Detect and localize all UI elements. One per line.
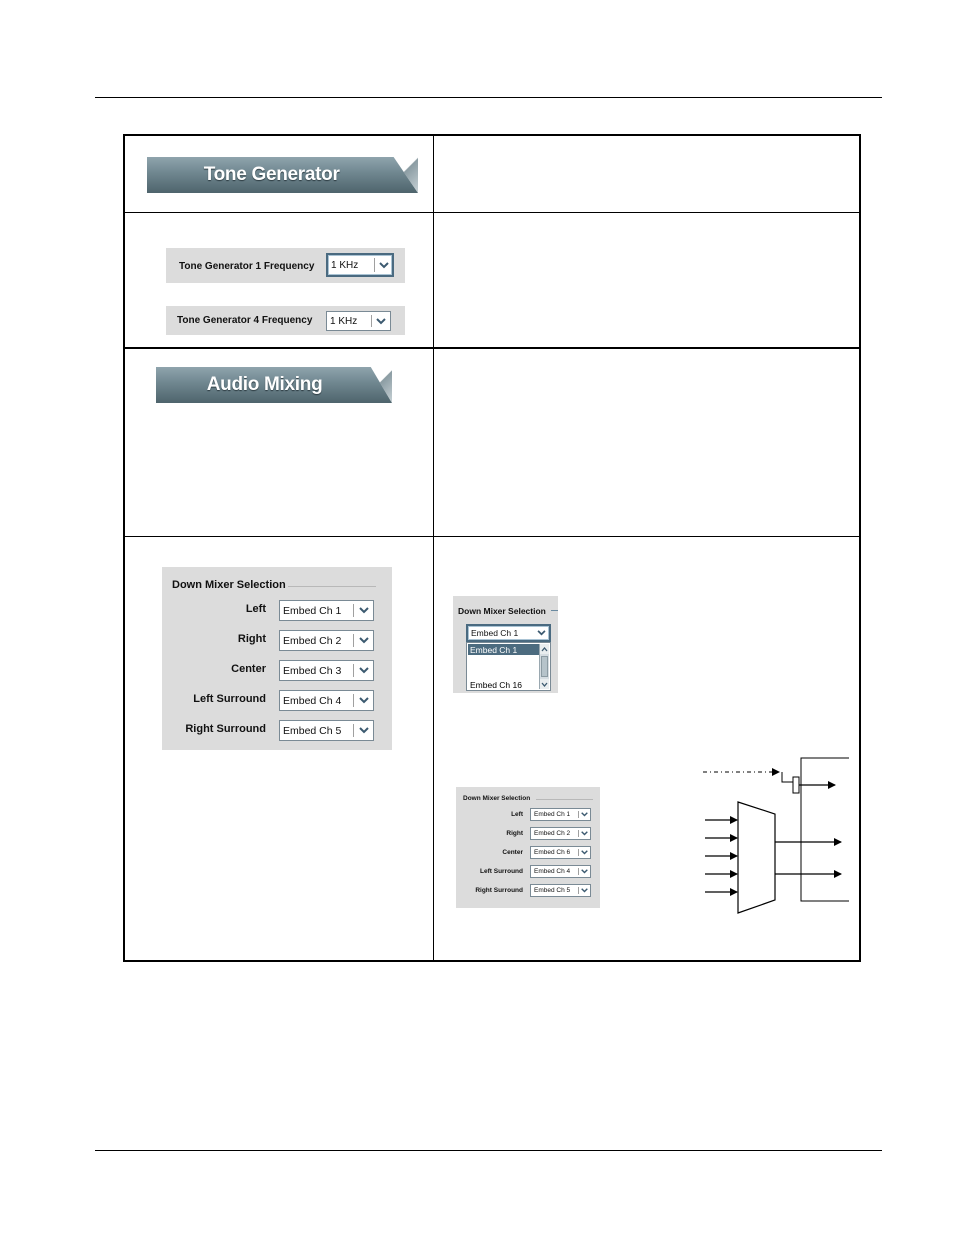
chevron-down-icon: [534, 626, 549, 640]
tone-generator-header: Tone Generator: [147, 157, 418, 193]
small-mixer-title: Down Mixer Selection: [463, 795, 531, 802]
tone-generator-4-label: Tone Generator 4 Frequency: [177, 315, 313, 326]
down-mixer-right-select[interactable]: Embed Ch 2: [279, 630, 374, 651]
chevron-down-icon: [355, 661, 373, 680]
down-mixer-right-surround-select[interactable]: Embed Ch 5: [279, 720, 374, 741]
row-divider: [125, 212, 859, 213]
down-mixer-left-surround-label: Left Surround: [193, 693, 266, 705]
page-footer-rule: [95, 1150, 882, 1151]
down-mixer-right-surround-label: Right Surround: [185, 723, 266, 735]
chevron-down-icon: [579, 847, 590, 858]
small-mixer-left-surround-select[interactable]: Embed Ch 4: [530, 865, 591, 878]
down-mixer-title: Down Mixer Selection: [172, 579, 286, 591]
down-mixer-left-select[interactable]: Embed Ch 1: [279, 600, 374, 621]
small-mixer-left-label: Left: [511, 811, 523, 818]
scrollbar[interactable]: [539, 644, 549, 689]
small-mixer-center-select[interactable]: Embed Ch 6: [530, 846, 591, 859]
chevron-down-icon: [355, 721, 373, 740]
tone-generator-1-label: Tone Generator 1 Frequency: [179, 261, 315, 272]
chevron-down-icon: [355, 601, 373, 620]
chevron-down-icon: [355, 631, 373, 650]
chevron-down-icon: [579, 885, 590, 896]
small-mixer-right-label: Right: [506, 830, 523, 837]
tone-generator-1-select[interactable]: 1 KHz: [326, 253, 394, 277]
column-divider: [433, 136, 434, 960]
small-mixer-panel: [456, 787, 600, 908]
chevron-down-icon: [376, 255, 392, 275]
dropdown-example-select[interactable]: Embed Ch 1: [466, 624, 551, 642]
scroll-up-icon[interactable]: [540, 644, 549, 654]
row-divider: [125, 347, 859, 349]
down-mixer-diagram: [695, 752, 855, 917]
down-mixer-center-select[interactable]: Embed Ch 3: [279, 660, 374, 681]
small-mixer-center-label: Center: [502, 849, 523, 856]
dropdown-example-list[interactable]: [466, 642, 551, 691]
dropdown-example-title: Down Mixer Selection: [458, 606, 546, 616]
small-mixer-left-select[interactable]: Embed Ch 1: [530, 808, 591, 821]
chevron-down-icon: [373, 312, 389, 330]
page-header-rule: [95, 97, 882, 98]
down-mixer-left-label: Left: [245, 603, 266, 615]
tone-generator-1-panel: [166, 248, 405, 283]
list-item[interactable]: Embed Ch 1: [468, 644, 539, 655]
tone-generator-4-select[interactable]: 1 KHz: [326, 311, 391, 331]
down-mixer-panel: [162, 567, 392, 750]
dropdown-example-panel: [453, 596, 558, 693]
down-mixer-right-label: Right: [237, 633, 266, 645]
audio-mixing-header: Audio Mixing: [156, 367, 392, 403]
tone-generator-4-panel: [166, 306, 405, 335]
down-mixer-center-label: Center: [231, 663, 266, 675]
chevron-down-icon: [579, 809, 590, 820]
chevron-down-icon: [355, 691, 373, 710]
chevron-down-icon: [579, 828, 590, 839]
scroll-down-icon[interactable]: [540, 679, 549, 689]
small-mixer-right-surround-select[interactable]: Embed Ch 5: [530, 884, 591, 897]
list-item[interactable]: Embed Ch 16: [470, 679, 522, 690]
down-mixer-left-surround-select[interactable]: Embed Ch 4: [279, 690, 374, 711]
chevron-down-icon: [579, 866, 590, 877]
small-mixer-left-surround-label: Left Surround: [480, 868, 523, 875]
small-mixer-right-select[interactable]: Embed Ch 2: [530, 827, 591, 840]
row-divider: [125, 536, 859, 537]
small-mixer-right-surround-label: Right Surround: [475, 887, 523, 894]
